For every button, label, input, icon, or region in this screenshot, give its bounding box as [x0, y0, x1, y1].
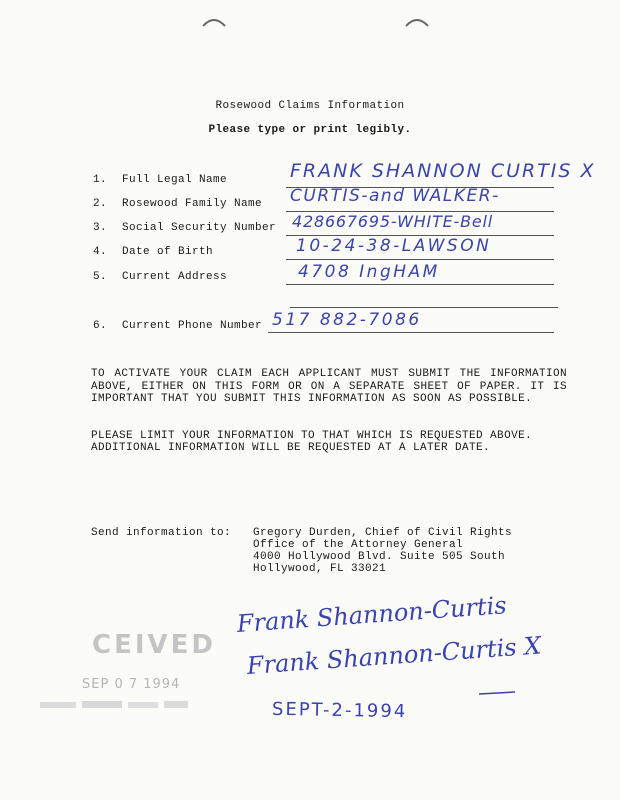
- field-6-underline: [268, 332, 554, 333]
- current-phone-number-field[interactable]: 517 882-7086: [272, 310, 422, 330]
- field-6-label: Current Phone Number: [122, 320, 263, 332]
- form-title: Rosewood Claims Information: [215, 100, 405, 112]
- field-4-label: Date of Birth: [122, 246, 214, 258]
- date-of-birth-field[interactable]: 10-24-38-LAWSON: [296, 236, 492, 256]
- signature-1: Frank Shannon-Curtis: [236, 591, 508, 638]
- send-to-label: Send information to:: [91, 527, 232, 539]
- field-4-number: 4.: [93, 246, 108, 258]
- field-1-label: Full Legal Name: [122, 174, 228, 186]
- field-1-number: 1.: [93, 174, 108, 186]
- instructions-paragraph-1: TO ACTIVATE YOUR CLAIM EACH APPLICANT MUST SUBMIT THE INFORMATION ABOVE, EITHER ON THIS FORM OR ON A SEPARATE SHEET OF PAPER. IT IS IMPORTANT THAT YOU SUBMIT THIS INFORMATION AS SOON AS POSSIBLE.: [91, 368, 567, 405]
- address-line-1: Gregory Durden, Chief of Civil Rights: [253, 527, 513, 539]
- received-stamp-word: CEIVED: [92, 630, 216, 660]
- address-line-4: Hollywood, FL 33021: [253, 563, 387, 575]
- field-3-number: 3.: [93, 222, 108, 234]
- field-5-underline: [286, 284, 554, 285]
- address-line-2: Office of the Attorney General: [253, 539, 464, 551]
- field-6-number: 6.: [93, 320, 108, 332]
- received-stamp-faded-text: [36, 697, 192, 713]
- field-2-number: 2.: [93, 198, 108, 210]
- full-legal-name-field[interactable]: FRANK SHANNON CURTIS X: [290, 160, 596, 182]
- rosewood-family-name-field[interactable]: CURTIS-and WALKER-: [290, 186, 500, 206]
- signature-date: SEPT-2-1994: [271, 698, 408, 723]
- signature-2-underline: [478, 680, 516, 683]
- field-5-label: Current Address: [122, 271, 228, 283]
- social-security-number-field[interactable]: 428667695-WHITE-Bell: [292, 212, 494, 231]
- field-5-second-underline: [290, 307, 558, 308]
- signature-2: Frank Shannon-Curtis X: [246, 631, 543, 680]
- send-to-address: [253, 527, 512, 575]
- field-4-underline: [286, 259, 554, 260]
- field-2-label: Rosewood Family Name: [122, 198, 263, 210]
- field-3-label: Social Security Number: [122, 222, 277, 234]
- field-5-number: 5.: [93, 271, 108, 283]
- punch-hole-right: [404, 14, 430, 28]
- instructions-paragraph-2-line-2: ADDITIONAL INFORMATION WILL BE REQUESTED AT A LATER DATE.: [91, 442, 491, 454]
- address-line-3: 4000 Hollywood Blvd. Suite 505 South: [253, 551, 506, 563]
- received-stamp-date: SEP 0 7 1994: [82, 677, 181, 692]
- punch-hole-left: [201, 14, 227, 28]
- instructions-paragraph-2-line-1: PLEASE LIMIT YOUR INFORMATION TO THAT WHICH IS REQUESTED ABOVE.: [91, 430, 533, 442]
- current-address-field[interactable]: 4708 IngHAM: [298, 262, 440, 282]
- form-subtitle: Please type or print legibly.: [208, 124, 412, 136]
